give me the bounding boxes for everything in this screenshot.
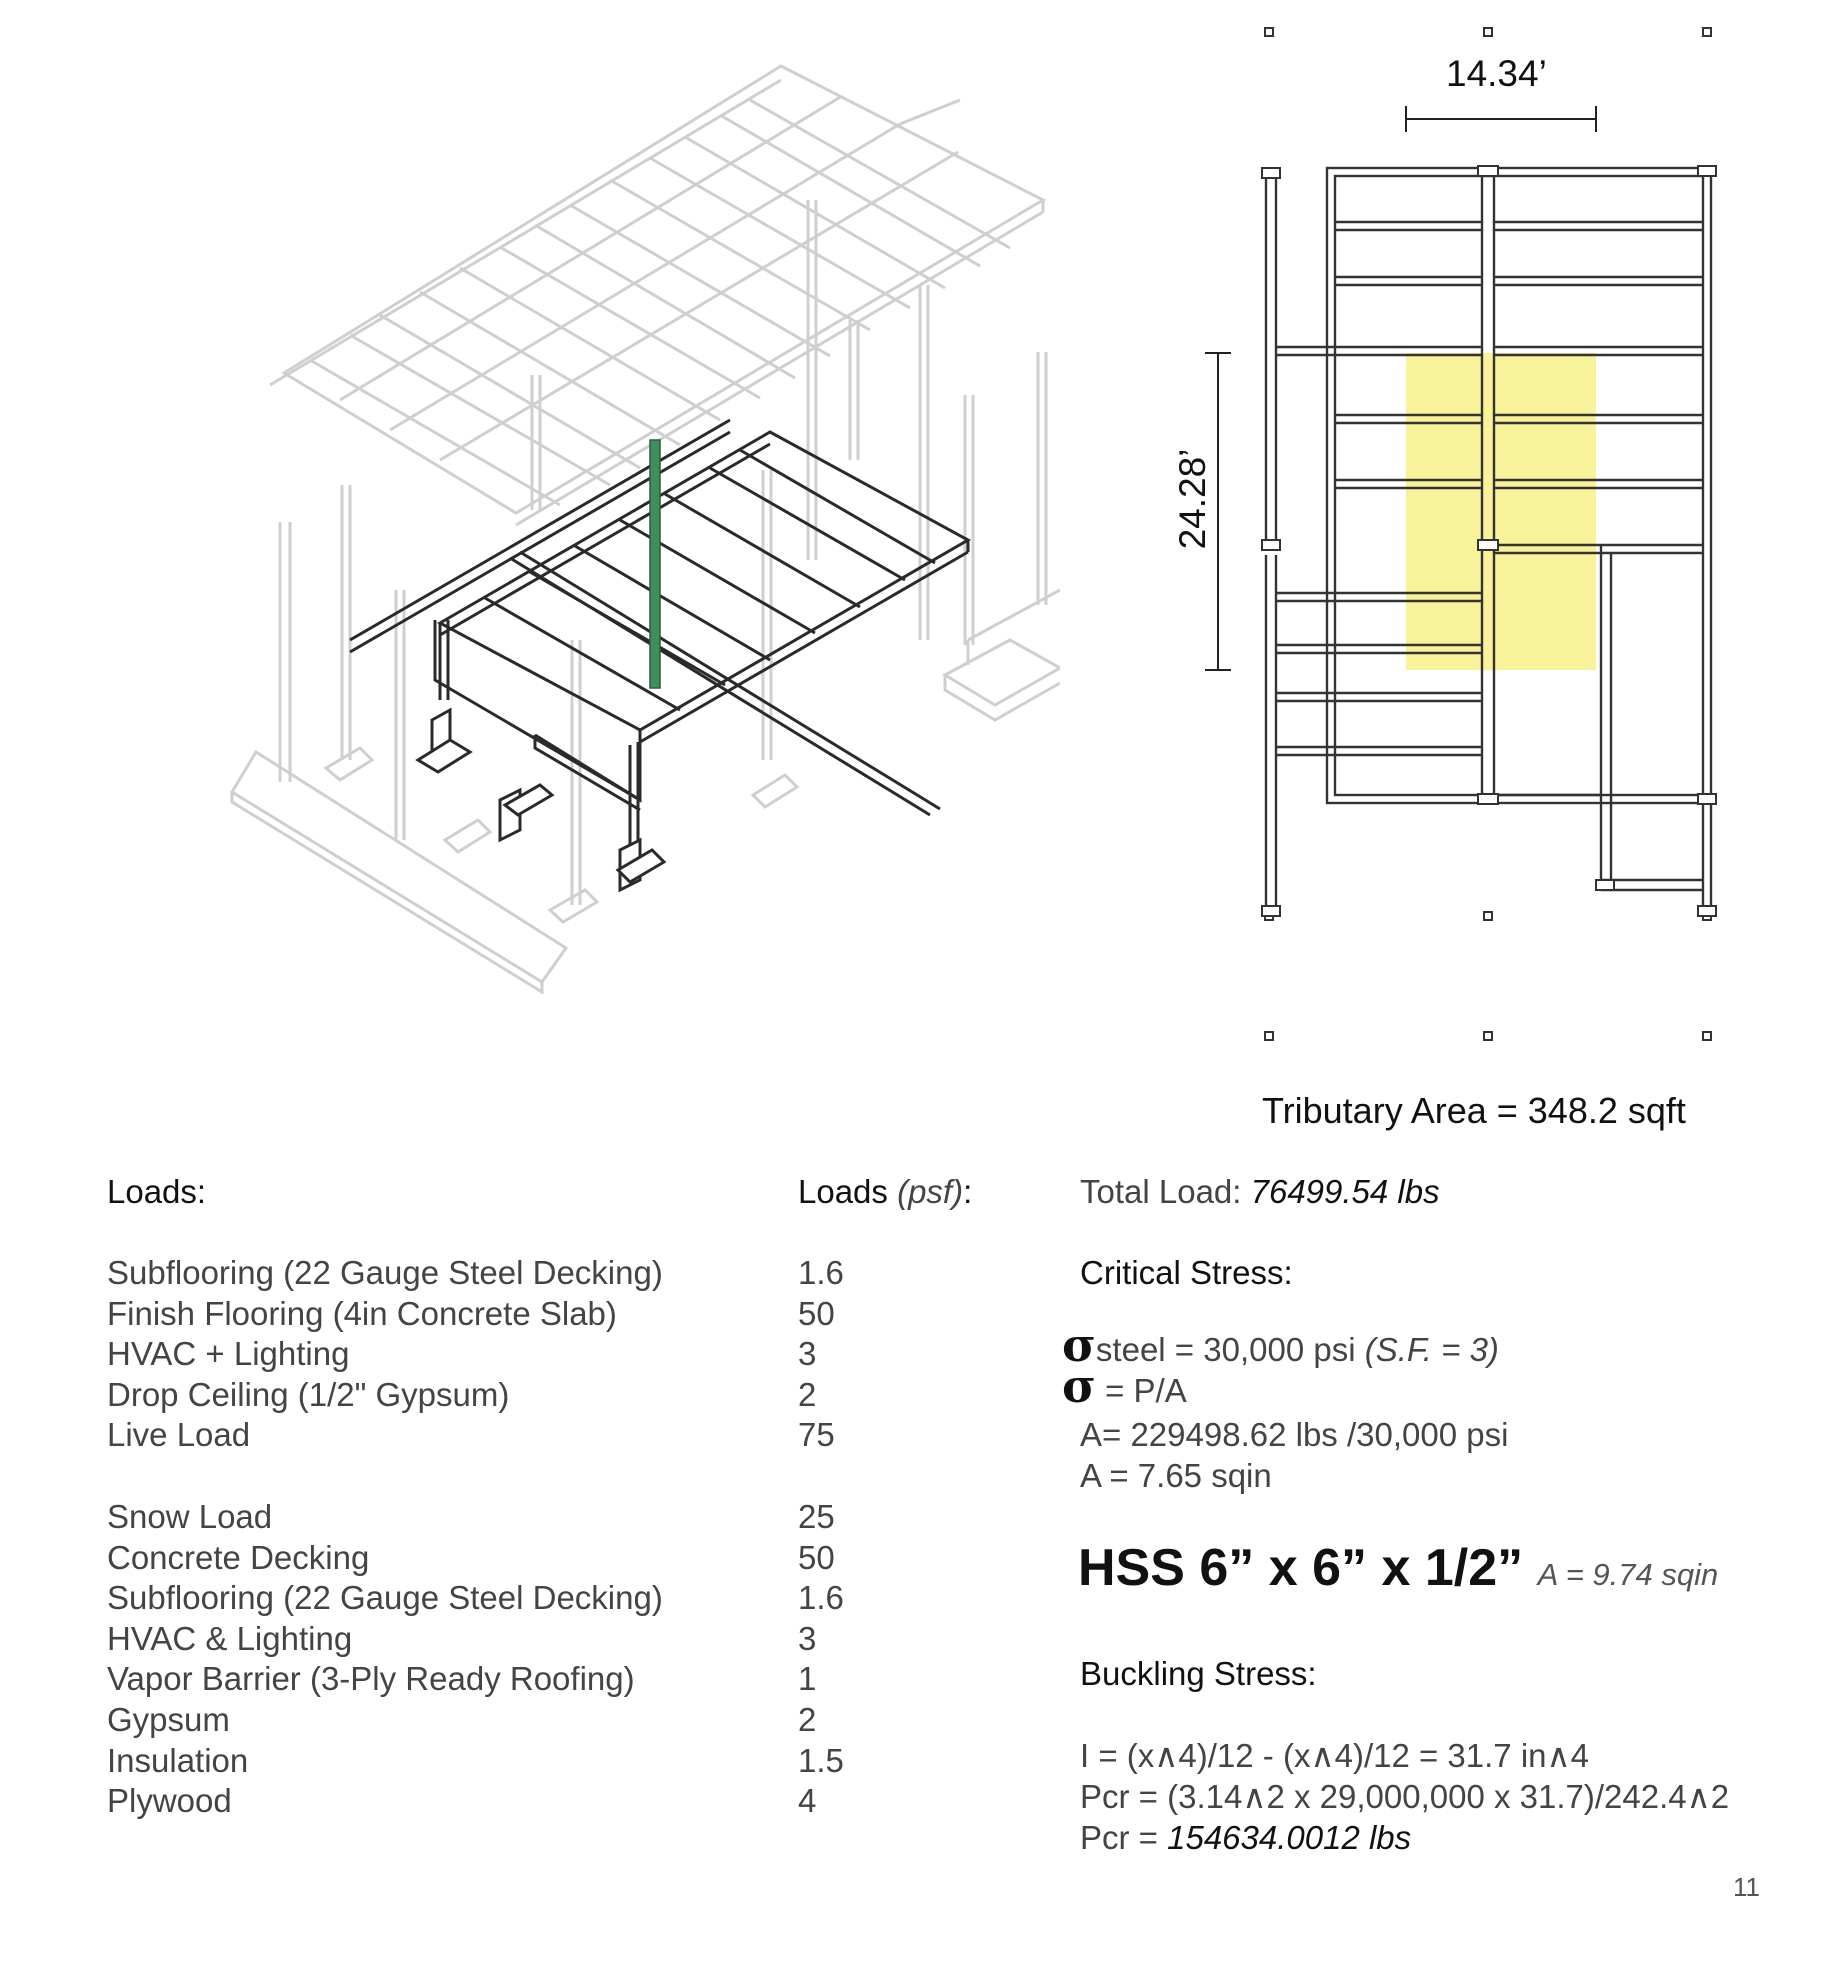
load-values-group-1 — [798, 1253, 844, 1456]
tributary-area-label: Tributary Area = 348.2 sqft — [1262, 1090, 1686, 1131]
load-item: Concrete Decking — [107, 1538, 370, 1576]
load-list-group-2 — [107, 1497, 663, 1822]
load-item: Snow Load — [107, 1498, 273, 1535]
buckling-stress-heading: Buckling Stress: — [1080, 1655, 1317, 1692]
load-value: 3 — [798, 1335, 817, 1373]
tributary-area-highlight — [1406, 353, 1596, 670]
pcr-result-line — [1080, 1818, 1411, 1858]
area-line-2: A = 7.65 sqin — [1080, 1457, 1272, 1494]
pcr-result-label: Pcr = — [1080, 1819, 1168, 1856]
hss-section — [1078, 1538, 1718, 1598]
sigma-symbol: σ — [1062, 1318, 1096, 1372]
sigma-symbol: σ — [1062, 1359, 1096, 1413]
load-value: 1.5 — [798, 1741, 844, 1779]
load-item: HVAC + Lighting — [107, 1335, 350, 1373]
sigma-steel-value: = 30,000 psi — [1165, 1331, 1365, 1368]
load-value: 4 — [798, 1782, 817, 1820]
load-item: Vapor Barrier (3-Ply Ready Roofing) — [107, 1660, 635, 1698]
total-load — [1080, 1172, 1440, 1212]
load-values-group-2 — [798, 1497, 844, 1822]
load-value: 2 — [798, 1375, 817, 1413]
pcr-formula-line: Pcr = (3.14∧2 x 29,000,000 x 31.7)/242.4∧2 — [1080, 1778, 1730, 1815]
load-item: Gypsum — [107, 1700, 230, 1738]
sigma-steel-subscript: steel — [1095, 1331, 1166, 1368]
load-item: HVAC & Lighting — [107, 1619, 353, 1657]
loads-psf-suffix: : — [963, 1173, 973, 1210]
load-item: Drop Ceiling (1/2" Gypsum) — [107, 1375, 510, 1413]
load-value: 3 — [798, 1619, 817, 1657]
height-dimension-label: 24.28’ — [1172, 448, 1213, 550]
load-value: 1.6 — [798, 1254, 844, 1291]
load-value: 25 — [798, 1498, 835, 1535]
load-value: 50 — [798, 1538, 835, 1576]
total-load-value: 76499.54 lbs — [1250, 1173, 1440, 1210]
load-item: Live Load — [107, 1416, 251, 1454]
load-value: 50 — [798, 1294, 835, 1332]
sigma-eq-line — [1062, 1359, 1187, 1413]
loads-heading: Loads: — [107, 1173, 207, 1210]
page-number: 11 — [1733, 1872, 1760, 1902]
loads-psf-heading — [798, 1172, 972, 1212]
sigma-steel-line — [1062, 1318, 1499, 1372]
safety-factor: (S.F. = 3) — [1364, 1331, 1499, 1368]
moment-of-inertia-line: I = (x∧4)/12 - (x∧4)/12 = 31.7 in∧4 — [1080, 1737, 1590, 1774]
load-value: 75 — [798, 1416, 835, 1454]
load-value: 2 — [798, 1700, 817, 1738]
load-item: Subflooring (22 Gauge Steel Decking) — [107, 1254, 663, 1291]
loads-psf-unit: (psf) — [897, 1173, 964, 1210]
sigma-equation: = P/A — [1095, 1372, 1187, 1409]
load-value: 1.6 — [798, 1579, 844, 1617]
load-item: Subflooring (22 Gauge Steel Decking) — [107, 1579, 663, 1617]
load-list-group-1 — [107, 1253, 663, 1456]
load-item: Insulation — [107, 1741, 249, 1779]
total-load-label: Total Load: — [1080, 1173, 1251, 1210]
critical-stress-heading: Critical Stress: — [1080, 1254, 1293, 1291]
load-item: Plywood — [107, 1782, 232, 1820]
pcr-result-value: 154634.0012 lbs — [1167, 1819, 1412, 1856]
area-line-1: A= 229498.62 lbs /30,000 psi — [1080, 1416, 1509, 1453]
load-value: 1 — [798, 1660, 817, 1698]
hss-label: HSS 6” x 6” x 1/2” — [1078, 1539, 1524, 1597]
width-dimension-label: 14.34’ — [1446, 53, 1547, 94]
loads-psf-prefix: Loads — [798, 1173, 898, 1210]
load-item: Finish Flooring (4in Concrete Slab) — [107, 1294, 617, 1332]
hss-area: A = 9.74 sqin — [1537, 1557, 1719, 1592]
